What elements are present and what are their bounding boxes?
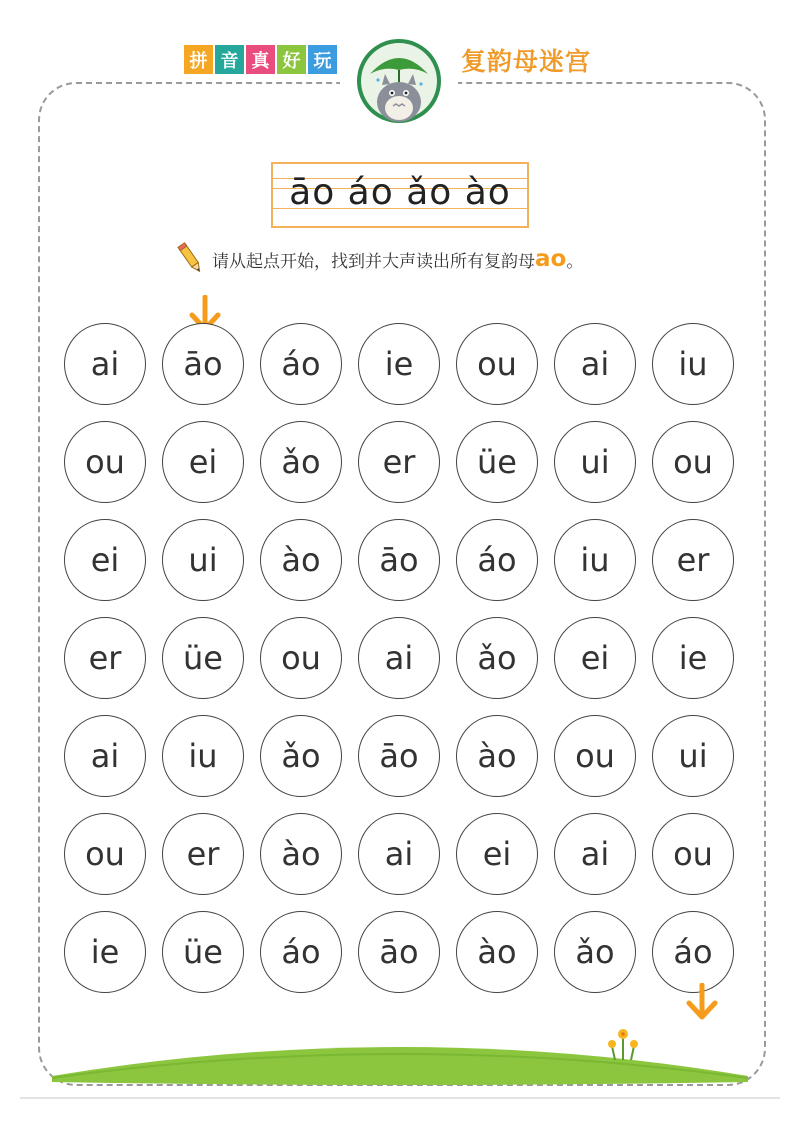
maze-cell[interactable]: ei bbox=[64, 519, 146, 601]
instruction-end: 。 bbox=[566, 251, 584, 272]
brand-tile: 拼 bbox=[184, 45, 213, 74]
maze-cell[interactable]: áo bbox=[652, 911, 734, 993]
maze-cell[interactable]: ai bbox=[358, 617, 440, 699]
grass-hill bbox=[0, 1000, 800, 1090]
maze-cell[interactable]: áo bbox=[456, 519, 538, 601]
maze-cell[interactable]: üe bbox=[456, 421, 538, 503]
maze-cell[interactable]: āo bbox=[358, 911, 440, 993]
maze-cell[interactable]: ou bbox=[456, 323, 538, 405]
maze-cell[interactable]: ou bbox=[64, 421, 146, 503]
instruction bbox=[176, 240, 583, 278]
maze-cell[interactable]: áo bbox=[260, 323, 342, 405]
maze-cell[interactable]: er bbox=[64, 617, 146, 699]
maze-grid bbox=[64, 323, 744, 993]
flower-icon bbox=[608, 1029, 638, 1060]
maze-cell[interactable]: ou bbox=[652, 813, 734, 895]
maze-cell[interactable]: ui bbox=[162, 519, 244, 601]
maze-cell[interactable]: ai bbox=[358, 813, 440, 895]
maze-cell[interactable]: ie bbox=[64, 911, 146, 993]
brand-tile: 玩 bbox=[308, 45, 337, 74]
maze-cell[interactable]: ou bbox=[260, 617, 342, 699]
page-title: 复韵母迷宫 bbox=[461, 47, 592, 76]
pinyin-title-box bbox=[271, 162, 529, 228]
maze-cell[interactable]: ào bbox=[260, 519, 342, 601]
brand-tiles bbox=[184, 45, 337, 74]
maze-cell[interactable]: er bbox=[162, 813, 244, 895]
instruction-text: 请从起点开始，找到并大声读出所有复韵母 bbox=[212, 251, 535, 272]
maze-cell[interactable]: ai bbox=[64, 323, 146, 405]
maze-cell[interactable]: üe bbox=[162, 617, 244, 699]
maze-cell[interactable]: ào bbox=[260, 813, 342, 895]
maze-cell[interactable]: ǎo bbox=[554, 911, 636, 993]
instruction-highlight: ao bbox=[535, 246, 567, 272]
maze-cell[interactable]: ai bbox=[554, 323, 636, 405]
maze-cell[interactable]: ie bbox=[358, 323, 440, 405]
brand-tile: 好 bbox=[277, 45, 306, 74]
maze-cell[interactable]: ei bbox=[554, 617, 636, 699]
maze-cell[interactable]: iu bbox=[652, 323, 734, 405]
maze-cell[interactable]: áo bbox=[260, 911, 342, 993]
maze-cell[interactable]: ei bbox=[162, 421, 244, 503]
maze-cell[interactable]: ai bbox=[64, 715, 146, 797]
maze-cell[interactable]: ào bbox=[456, 715, 538, 797]
pencil-icon bbox=[176, 240, 206, 278]
maze-cell[interactable]: āo bbox=[358, 519, 440, 601]
maze-cell[interactable]: ǎo bbox=[260, 715, 342, 797]
maze-cell[interactable]: ui bbox=[652, 715, 734, 797]
pinyin-title: āo áo ǎo ào bbox=[289, 172, 511, 213]
maze-cell[interactable]: ou bbox=[554, 715, 636, 797]
totoro-mascot-icon bbox=[356, 38, 442, 124]
brand-tile: 音 bbox=[215, 45, 244, 74]
maze-cell[interactable]: āo bbox=[358, 715, 440, 797]
maze-cell[interactable]: ie bbox=[652, 617, 734, 699]
maze-cell[interactable]: ǎo bbox=[260, 421, 342, 503]
maze-cell[interactable]: er bbox=[652, 519, 734, 601]
maze-cell[interactable]: ei bbox=[456, 813, 538, 895]
maze-cell[interactable]: iu bbox=[554, 519, 636, 601]
maze-cell[interactable]: ou bbox=[652, 421, 734, 503]
maze-cell[interactable]: iu bbox=[162, 715, 244, 797]
brand-tile: 真 bbox=[246, 45, 275, 74]
maze-cell[interactable]: ui bbox=[554, 421, 636, 503]
maze-cell[interactable]: üe bbox=[162, 911, 244, 993]
maze-cell[interactable]: ào bbox=[456, 911, 538, 993]
maze-cell[interactable]: āo bbox=[162, 323, 244, 405]
maze-cell[interactable]: er bbox=[358, 421, 440, 503]
maze-cell[interactable]: ou bbox=[64, 813, 146, 895]
maze-cell[interactable]: ǎo bbox=[456, 617, 538, 699]
maze-cell[interactable]: ai bbox=[554, 813, 636, 895]
